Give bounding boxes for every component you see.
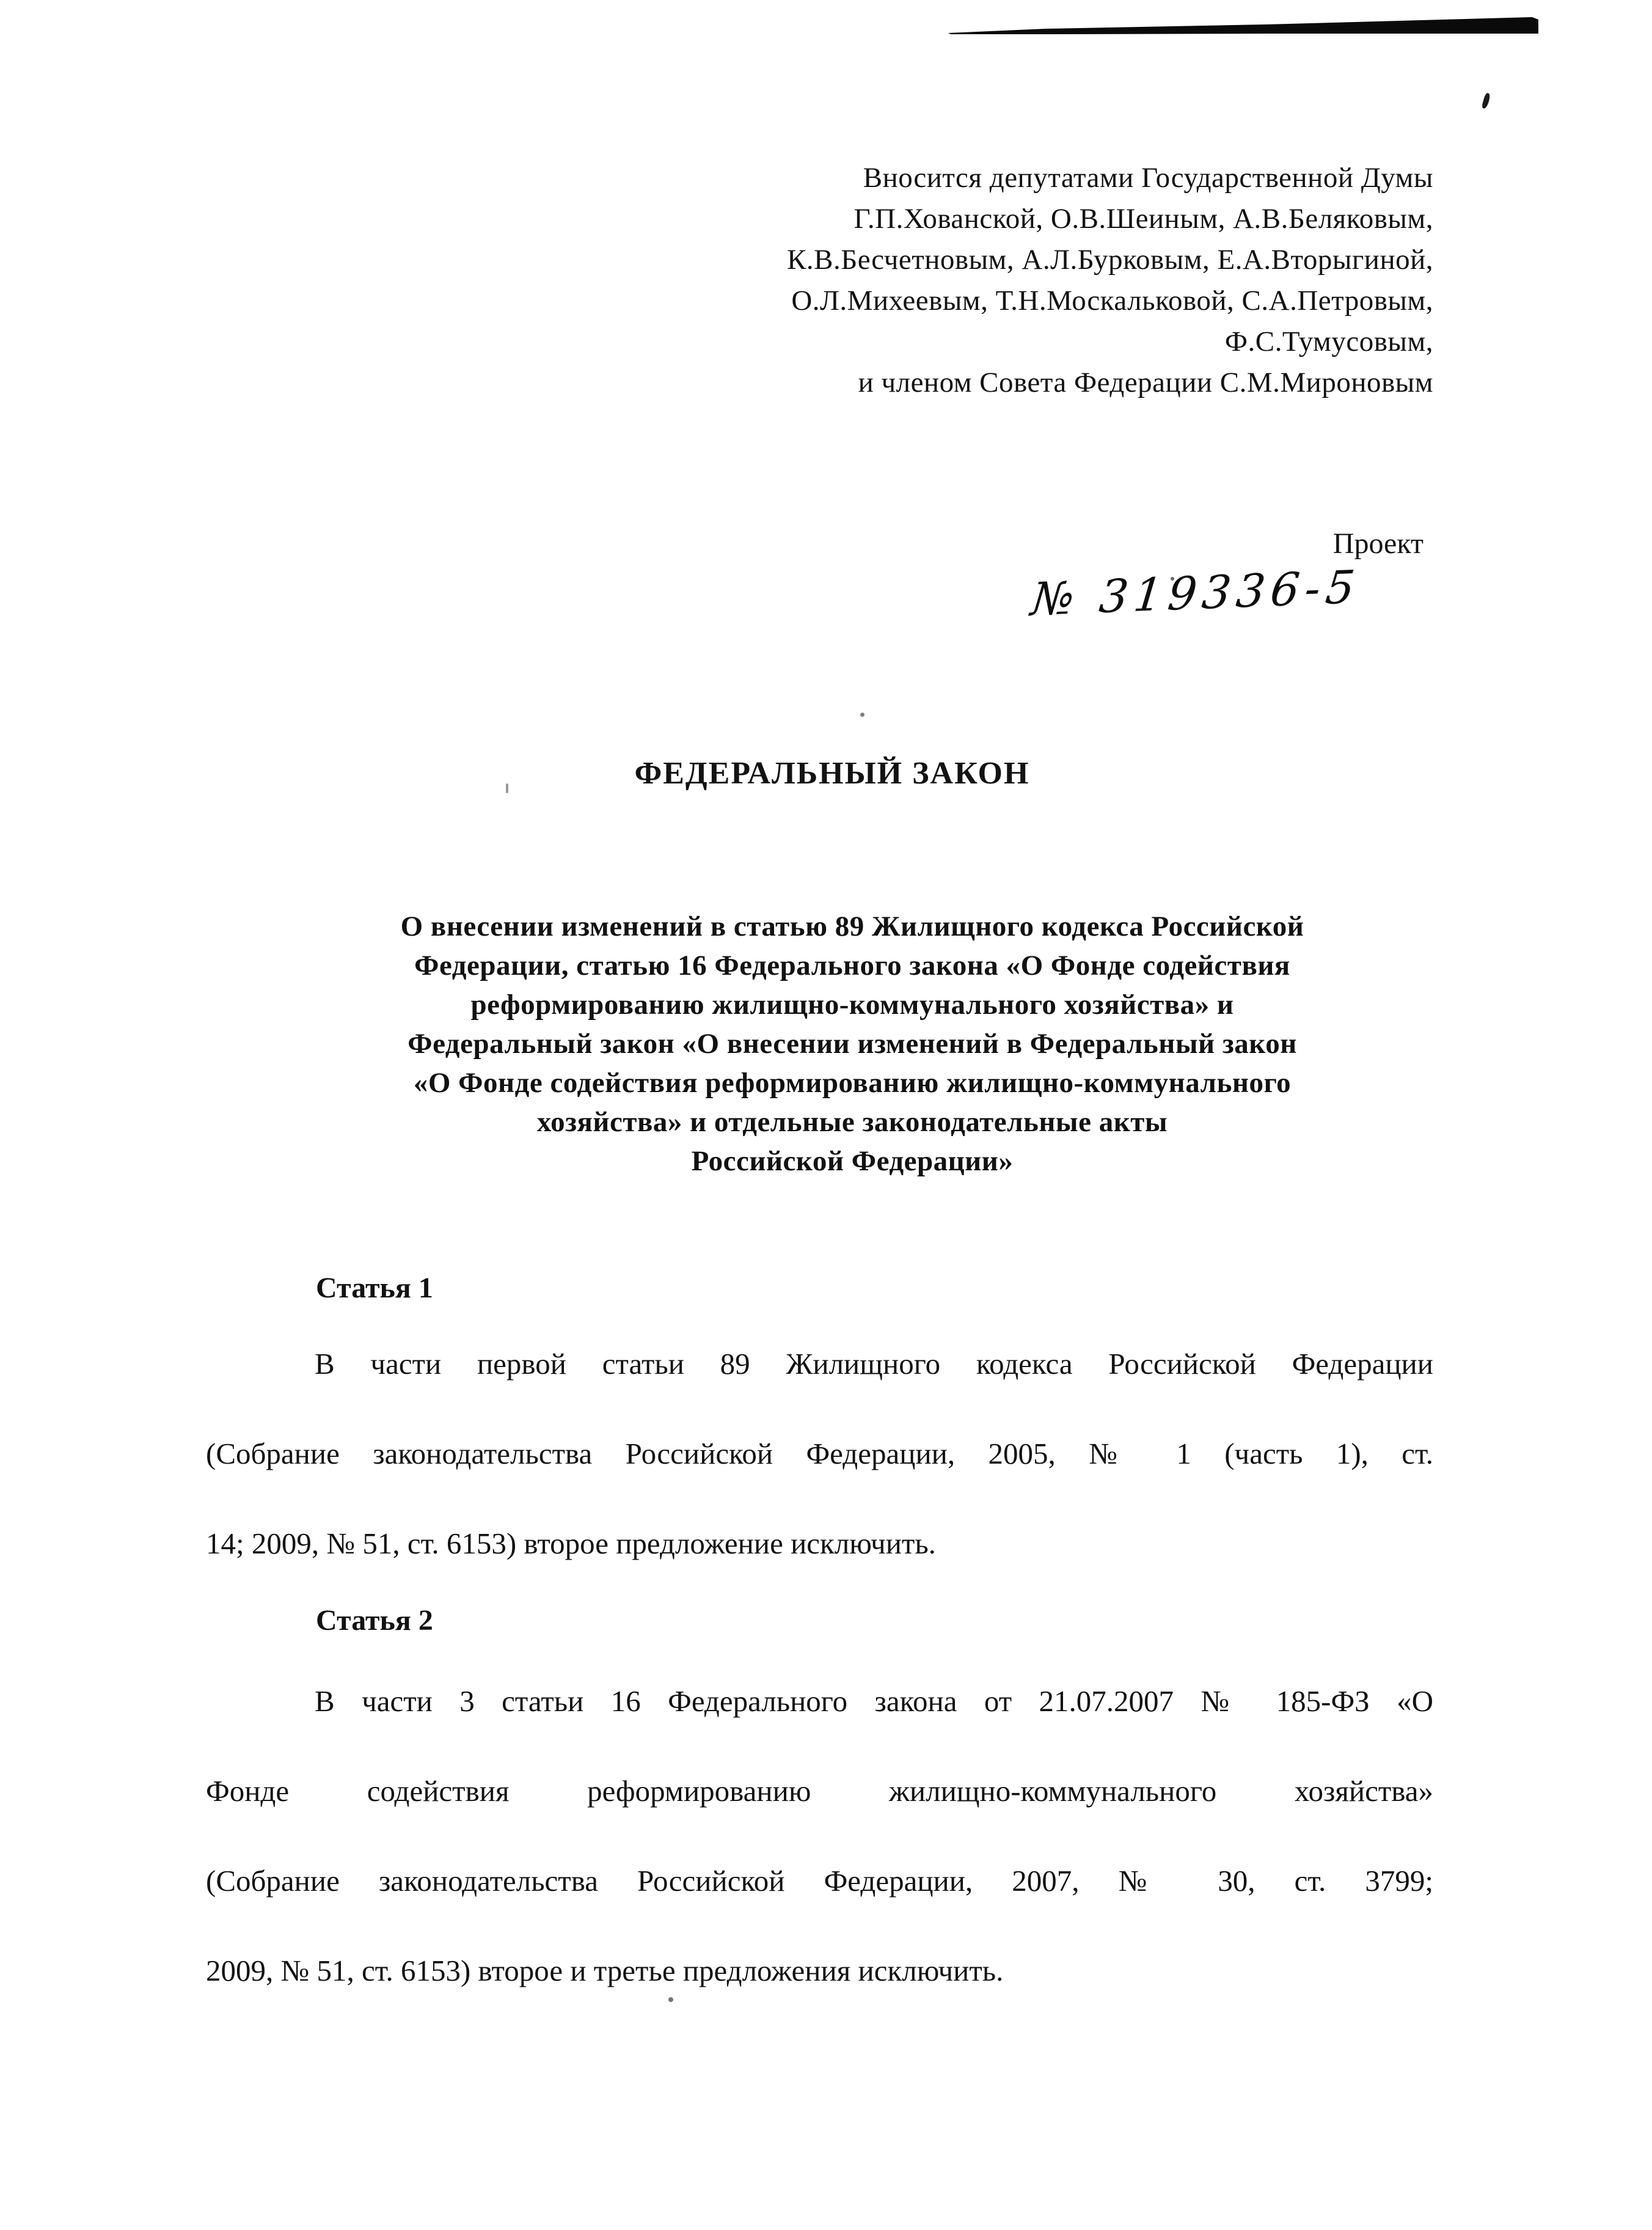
law-title-line: Российской Федерации» — [691, 1145, 1014, 1177]
article-body-line: В части 3 статьи 16 Федерального закона от 21.07.2007 № 185-ФЗ «О — [315, 1684, 1433, 1718]
submitted-by-line: Вносится депутатами Государственной Думы — [863, 162, 1433, 194]
law-title-line: О внесении изменений в статью 89 Жилищного кодекса Российской — [400, 911, 1304, 942]
article-body-line: (Собрание законодательства Российской Федерации, 2007, № 30, ст. 3799; — [206, 1864, 1433, 1898]
project-label: Проект — [1332, 527, 1424, 560]
project-number-handwritten: № 319336-5 — [1028, 560, 1363, 626]
submitted-by-line: Ф.С.Тумусовым, — [1224, 326, 1433, 358]
law-title-line: Федеральный закон «О внесении изменений в Федеральный закон — [408, 1028, 1297, 1060]
scan-artifact-line — [948, 17, 1538, 38]
article-body-line: В части первой статьи 89 Жилищного кодекса Российской Федерации — [315, 1347, 1433, 1381]
submitted-by-block — [787, 158, 1433, 403]
submitted-by-line: Г.П.Хованской, О.В.Шеиным, А.В.Беляковым, — [853, 203, 1433, 235]
article-body-line: 2009, № 51, ст. 6153) второе и третье предложения исключить. — [206, 1954, 1004, 1987]
submitted-by-line: К.В.Бесчетновым, А.Л.Бурковым, Е.А.Вторыгиной, — [787, 244, 1433, 276]
submitted-by-line: О.Л.Михеевым, Т.Н.Москальковой, С.А.Петровым, — [791, 285, 1433, 317]
federal-law-heading: ФЕДЕРАЛЬНЫЙ ЗАКОН — [634, 756, 1030, 791]
article-body-line: 14; 2009, № 51, ст. 6153) второе предложение исключить. — [206, 1527, 936, 1560]
article-2-heading: Статья 2 — [316, 1604, 433, 1637]
law-title-line: реформированию жилищно-коммунального хозяйства» и — [470, 989, 1234, 1021]
law-title-line: «О Фонде содействия реформированию жилищно-коммунального — [413, 1067, 1292, 1099]
submitted-by-line: и членом Совета Федерации С.М.Мироновым — [858, 367, 1433, 398]
law-title-line: Федерации, статью 16 Федерального закона «О Фонде содействия — [414, 950, 1290, 981]
article-body-line: (Собрание законодательства Российской Федерации, 2005, № 1 (часть 1), ст. — [206, 1437, 1433, 1470]
ink-speck — [860, 713, 864, 717]
article-body-line: Фонде содействия реформированию жилищно-коммунального хозяйства» — [206, 1774, 1433, 1808]
law-title-line: хозяйства» и отдельные законодательные акты — [536, 1106, 1168, 1138]
article-1-body — [206, 1319, 1433, 1588]
article-1-heading: Статья 1 — [316, 1272, 433, 1304]
ink-speck — [1482, 92, 1491, 109]
article-2-body — [206, 1656, 1433, 2015]
law-title — [257, 907, 1448, 1181]
